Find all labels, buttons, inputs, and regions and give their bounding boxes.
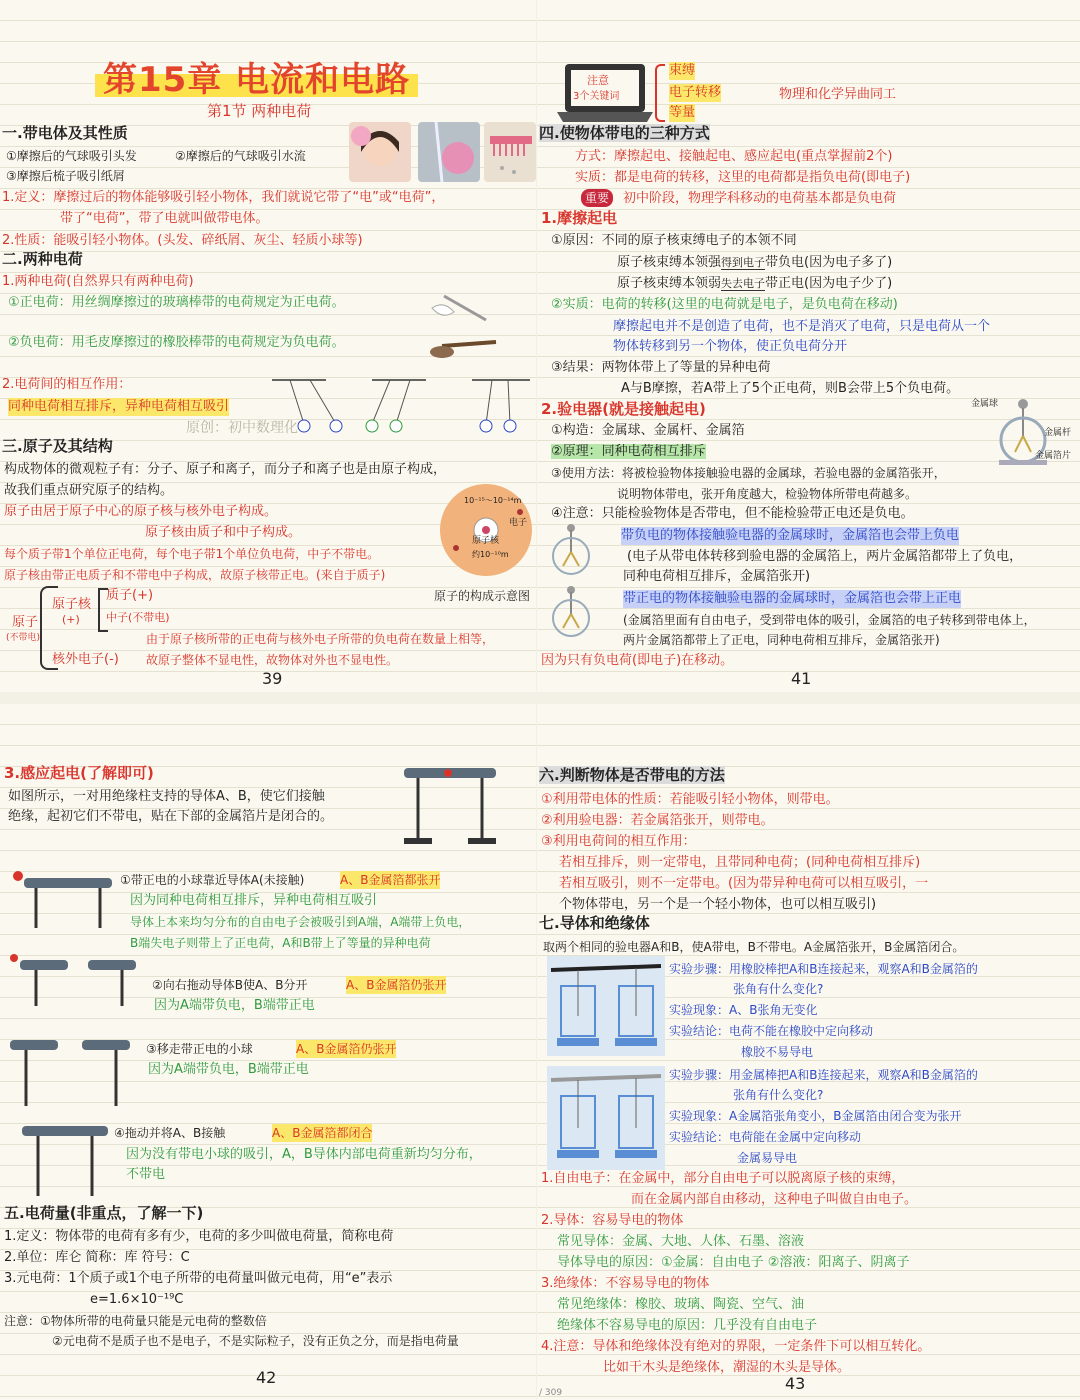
step4-reason: 因为没有带电小球的吸引，A，B导体内部电荷重新均匀分布， [126, 1147, 482, 1162]
detect-method-2: ②利用验电器：若金属箔张开，则带电。 [541, 813, 774, 828]
step4-reason-2: 不带电 [126, 1167, 166, 1182]
conductor-pair-figure [398, 764, 504, 848]
atom-label-nucleus: 原子核 [472, 536, 500, 546]
induction-step2-figure [6, 952, 146, 1012]
page-number: 41 [791, 669, 812, 688]
keyword-side-note: 物理和化学异曲同工 [779, 87, 897, 102]
nucleus-positive-line: 原子核由带正电质子和不带电中子构成，故原子核带正电。(来自于质子) [4, 568, 386, 582]
metal-phenomenon: 实验现象：A金属箔张角变小，B金属箔由闭合变为张开 [669, 1109, 962, 1123]
tree-electron: 核外电子(-) [52, 652, 119, 667]
example-balloon-hair: ①摩擦后的气球吸引头发 [6, 149, 137, 163]
tree-nucleus: 原子核 [52, 597, 92, 612]
rubber-step-1: 实验步骤：用橡胶棒把A和B连接起来，观察A和B金属箔的 [669, 962, 978, 976]
photo-balloon-water [418, 122, 480, 182]
gain-electron: 得到电子 [721, 256, 766, 269]
nucleus-structure: 原子核由质子和中子构成。 [145, 525, 302, 540]
ball-interaction-figure [260, 374, 536, 434]
charge-def: 1.定义：物体带的电荷有多有少，电荷的多少叫做电荷量，简称电荷 [4, 1229, 394, 1244]
atom-caption: 原子的构成示意图 [434, 589, 531, 603]
tree-atom-note: (不带电) [6, 633, 41, 643]
metal-conclusion-2: 金属易导电 [737, 1151, 798, 1165]
step2-reason: 因为A端带负电，B端带正电 [154, 998, 315, 1013]
electroscope-usage-2: 说明物体带电，张开角度越大，检验物体所带电荷越多。 [617, 487, 918, 501]
neutral-reason-1: 由于原子核所带的正电荷与核外电子所带的负电荷在数量上相等， [146, 632, 495, 646]
negative-touch-explain-1: (电子从带电体转移到验电器的金属箔上，两片金属箔都带上了负电， [627, 549, 1023, 564]
important-badge: 重要 [581, 189, 613, 207]
weak-binding-line [617, 275, 892, 293]
property-line: 2.性质：能吸引轻小物体。(头发、碎纸屑、灰尘、轻质小球等) [2, 233, 363, 248]
friction-result: ③结果：两物体带上了等量的异种电荷 [551, 360, 771, 375]
insulator-reason: 绝缘体不容易导电的原因：几乎没有自由电子 [557, 1318, 818, 1333]
metal-step-2: 张角有什么变化? [733, 1088, 824, 1102]
keyword-brace [655, 64, 665, 122]
photo-girl-hair [349, 122, 411, 182]
step3-reason: 因为A端带负电，B端带正电 [148, 1062, 309, 1077]
common-insulators: 常见绝缘体：橡胶、玻璃、陶瓷、空气、油 [557, 1297, 805, 1312]
atom-size-atom: 约10⁻¹⁰m [472, 550, 509, 559]
tree-nucleus-note: (+) [62, 613, 80, 626]
step1-explain-2: B端失电子则带上了正电荷，A和B带上了等量的异种电荷 [130, 936, 431, 950]
metal-rod-experiment-figure [547, 1066, 665, 1170]
detect-repel: 若相互排斥，则一定带电，且带同种电荷；(同种电荷相互排斥) [559, 855, 921, 870]
induction-step1-figure [6, 868, 118, 934]
note-page-42 [0, 704, 536, 1400]
label-metal-rod: 金属杆 [1044, 428, 1072, 438]
strong-binding-line [617, 254, 892, 272]
note-page-43 [537, 704, 1080, 1400]
scroll-indicator: / 309 [539, 1388, 563, 1398]
conversion-example: 比如干木头是绝缘体，潮湿的木头是导体。 [603, 1360, 851, 1375]
electroscope-usage-1: ③使用方法：将被检验物体接触验电器的金属球，若验电器的金属箔张开， [551, 466, 946, 480]
def-charged-2: 带了“电荷”，带了电就叫做带电体。 [60, 211, 269, 226]
step1-result: A、B金属箔都张开 [340, 873, 441, 887]
charging-essence: 实质：都是电荷的转移，这里的电荷都是指负电荷(即电子) [575, 170, 911, 185]
tree-neutron: 中子(不带电) [106, 611, 170, 624]
charge-note-1: 注意：①物体所带的电荷量只能是元电荷的整数倍 [4, 1314, 267, 1328]
rubber-rod-experiment-figure [547, 956, 665, 1056]
photo-comb-paper [484, 122, 536, 182]
electroscope-negative-figure [543, 520, 623, 580]
rubber-conclusion-2: 橡胶不易导电 [741, 1045, 814, 1059]
free-electron-2: 而在金属内部自由移动，这种电子叫做自由电子。 [631, 1192, 918, 1207]
electroscope-structure: ①构造：金属球、金属杆、金属箔 [551, 423, 745, 438]
conductor-reason: 导体导电的原因：①金属：自由电子 ②溶液：阳离子、阴离子 [557, 1255, 910, 1270]
positive-touch-explain-1: (金属箔里面有自由电子，受到带电体的吸引，金属箔的电子转移到带电体上， [623, 613, 1036, 627]
conversion-note: 4.注意：导体和绝缘体没有绝对的界限，一定条件下可以相互转化。 [541, 1339, 931, 1354]
friction-explain-1: 摩擦起电并不是创造了电荷，也不是消灭了电荷，只是电荷从一个 [613, 319, 991, 334]
charge-note-2: ②元电荷不是质子也不是电子，不是实际粒子，没有正负之分，而是指电荷量 [52, 1334, 459, 1348]
unit-charge-line: 每个质子带1个单位正电荷，每个电子带1个单位负电荷，中子不带电。 [4, 547, 380, 561]
positive-touch: 带正电的物体接触验电器的金属球时，金属箔也会带上正电 [623, 591, 962, 606]
charging-methods: 方式：摩擦起电、接触起电、感应起电(重点掌握前2个) [575, 149, 893, 164]
friction-cause: ①原因：不同的原子核束缚电子的本领不同 [551, 233, 797, 248]
metal-step-1: 实验步骤：用金属棒把A和B连接起来，观察A和B金属箔的 [669, 1068, 978, 1082]
negative-touch-explain-2: 同种电荷相互排斥，金属箔张开) [623, 569, 811, 584]
step4-result: A、B金属箔都闭合 [272, 1126, 373, 1140]
page-number: 42 [256, 1368, 277, 1387]
friction-essence: ②实质：电荷的转移(这里的电荷就是电子，是负电荷在移动) [551, 297, 898, 312]
interaction-heading: 2.电荷间的相互作用： [2, 377, 132, 392]
strong-binding-label: 原子核束缚本领强 [617, 255, 722, 270]
chapter-title: 第15章 电流和电路 [95, 52, 418, 101]
keyword-bind: 束缚 [669, 63, 696, 78]
step4-action: ④拖动并将A、B接触 [114, 1126, 226, 1140]
page-number: 43 [785, 1374, 806, 1393]
label-metal-ball: 金属球 [971, 399, 999, 409]
step2-result: A、B金属箔仍张开 [346, 978, 447, 992]
electroscope-principle-text: ②原理：同种电荷相互排斥 [551, 444, 706, 459]
elementary-charge-value: e=1.6×10⁻¹⁹C [90, 1292, 184, 1307]
step2-action: ②向右拖动导体B使A、B分开 [152, 978, 308, 992]
atom-label-electron: 电子 [509, 518, 528, 528]
important-badge-wrap [581, 189, 613, 208]
insulator-def: 3.绝缘体：不容易导电的物体 [541, 1276, 710, 1291]
example-comb-paper: ③摩擦后梳子吸引纸屑 [6, 169, 125, 183]
heading-charge-amount: 五.电荷量(非重点，了解一下) [4, 1204, 204, 1222]
heading-charging-methods: 四.使物体带电的三种方式 [539, 124, 710, 142]
section-subtitle: 第1节 两种电荷 [207, 102, 312, 120]
rubber-conclusion: 实验结论：电荷不能在橡胶中定向移动 [669, 1024, 874, 1038]
heading-electroscope: 2.验电器(就是接触起电) [541, 400, 706, 418]
detect-method-3: ③利用电荷间的相互作用： [541, 834, 696, 849]
weak-binding-label: 原子核束缚本领弱 [617, 276, 722, 291]
page-number: 39 [262, 669, 283, 688]
electroscope-principle [551, 443, 706, 461]
step1-explain-1: 导体上本来均匀分布的自由电子会被吸引到A端，A端带上负电， [130, 915, 471, 929]
heading-conductor-insulator: 七.导体和绝缘体 [539, 914, 650, 932]
note-page-39 [0, 0, 536, 692]
step3-action: ③移走带正电的小球 [146, 1042, 253, 1056]
rubber-step-2: 张角有什么变化? [733, 982, 824, 996]
atom-intro-2: 故我们重点研究原子的结构。 [4, 483, 174, 498]
junior-note: 初中阶段，物理学科移动的电荷基本都是负电荷 [623, 191, 897, 206]
negative-charge-line: ②负电荷：用毛皮摩擦过的橡胶棒带的电荷规定为负电荷。 [8, 335, 345, 350]
experiment-setup: 取两个相同的验电器A和B，使A带电，B不带电。A金属箔张开，B金属箔闭合。 [543, 940, 965, 954]
friction-explain-2: 物体转移到另一个物体，使正负电荷分开 [613, 339, 848, 354]
common-conductors: 常见导体：金属、大地、人体、石墨、溶液 [557, 1234, 805, 1249]
heading-charged-body: 一.带电体及其性质 [2, 124, 128, 142]
interaction-rule: 同种电荷相互排斥，异种电荷相互吸引 [8, 399, 230, 414]
charge-unit: 2.单位：库仑 简称：库 符号：C [4, 1250, 190, 1265]
elementary-charge: 3.元电荷：1个质子或1个电子所带的电荷量叫做元电荷，用“e”表示 [4, 1271, 393, 1286]
conductor-def: 2.导体：容易导电的物体 [541, 1213, 684, 1228]
heading-detect-charge: 六.判断物体是否带电的方法 [539, 766, 725, 784]
induction-intro-2: 绝缘，起初它们不带电，贴在下部的金属箔片是闭合的。 [8, 809, 334, 824]
step1-reason: 因为同种电荷相互排斥，异种电荷相互吸引 [130, 893, 378, 908]
keyword-transfer: 电子转移 [669, 85, 722, 100]
heading-friction: 1.摩擦起电 [541, 209, 618, 227]
negative-result: 带负电(因为电子多了) [765, 255, 893, 270]
metal-conclusion: 实验结论：电荷能在金属中定向移动 [669, 1130, 862, 1144]
negative-touch: 带负电的物体接触验电器的金属球时，金属箔也会带上负电 [621, 528, 960, 543]
electroscope-note: ④注意：只能检验物体是否带电，但不能检验带正电还是负电。 [551, 506, 914, 521]
neutral-reason-2: 故原子整体不显电性，故物体对外也不显电性。 [146, 653, 399, 667]
detect-attract-1: 若相互吸引，则不一定带电。(因为带异种电荷可以相互吸引，一 [559, 876, 929, 891]
induction-step4-figure [18, 1118, 112, 1202]
detect-method-1: ①利用带电体的性质：若能吸引轻小物体，则带电。 [541, 792, 839, 807]
tree-proton: 质子(+) [106, 588, 154, 603]
watermark: 原创：初中数理化 [186, 420, 298, 436]
atom-structure: 原子由居于原子中心的原子核与核外电子构成。 [4, 504, 278, 519]
heading-atom: 三.原子及其结构 [2, 437, 113, 455]
keyword-equal: 等量 [669, 105, 696, 120]
example-balloon-water: ②摩擦后的气球吸引水流 [175, 149, 306, 163]
only-electrons-move: 因为只有负电荷(即电子)在移动。 [541, 653, 734, 668]
positive-touch-explain-2: 两片金属箔都带上了正电，同种电荷相互排斥，金属箔张开) [623, 633, 940, 647]
note-page-41 [537, 0, 1080, 692]
label-metal-foil: 金属箔片 [1035, 451, 1072, 461]
atom-size-nucleus: 10⁻¹⁵～10⁻¹⁴m [464, 496, 522, 505]
free-electron-1: 1.自由电子：在金属中，部分自由电子可以脱离原子核的束缚， [541, 1171, 905, 1186]
step3-result: A、B金属箔仍张开 [296, 1042, 397, 1056]
heading-two-charges: 二.两种电荷 [2, 250, 83, 268]
induction-intro-1: 如图所示，一对用绝缘柱支持的导体A、B，使它们接触 [8, 789, 325, 804]
lose-electron: 失去电子 [721, 277, 766, 290]
positive-result: 带正电(因为电子少了) [765, 276, 893, 291]
atom-intro-1: 构成物体的微观粒子有：分子、原子和离子，而分子和离子也是由原子构成， [4, 462, 447, 477]
step1-action: ①带正电的小球靠近导体A(未接触) [120, 873, 305, 887]
tree-atom: 原子 [12, 615, 39, 630]
laptop-note-title: 注意 [587, 74, 609, 87]
rod-rubbing-figure [424, 290, 504, 366]
induction-step3-figure [6, 1032, 136, 1112]
laptop-note-sub: 3个关键词 [573, 91, 620, 102]
two-charges-line: 1.两种电荷(自然界只有两种电荷) [2, 274, 194, 289]
rubber-phenomenon: 实验现象：A、B张角无变化 [669, 1003, 818, 1017]
heading-induction: 3.感应起电(了解即可) [4, 764, 154, 782]
electroscope-positive-figure [543, 582, 623, 642]
positive-charge-line: ①正电荷：用丝绸摩擦过的玻璃棒带的电荷规定为正电荷。 [8, 295, 345, 310]
def-charged-1: 1.定义：摩擦过后的物体能够吸引轻小物体，我们就说它带了“电”或“电荷”， [2, 190, 445, 205]
friction-example: A与B摩擦，若A带上了5个正电荷，则B会带上5个负电荷。 [621, 381, 960, 396]
detect-attract-2: 个物体带电，另一个是一个轻小物体，也可以相互吸引) [559, 897, 877, 912]
